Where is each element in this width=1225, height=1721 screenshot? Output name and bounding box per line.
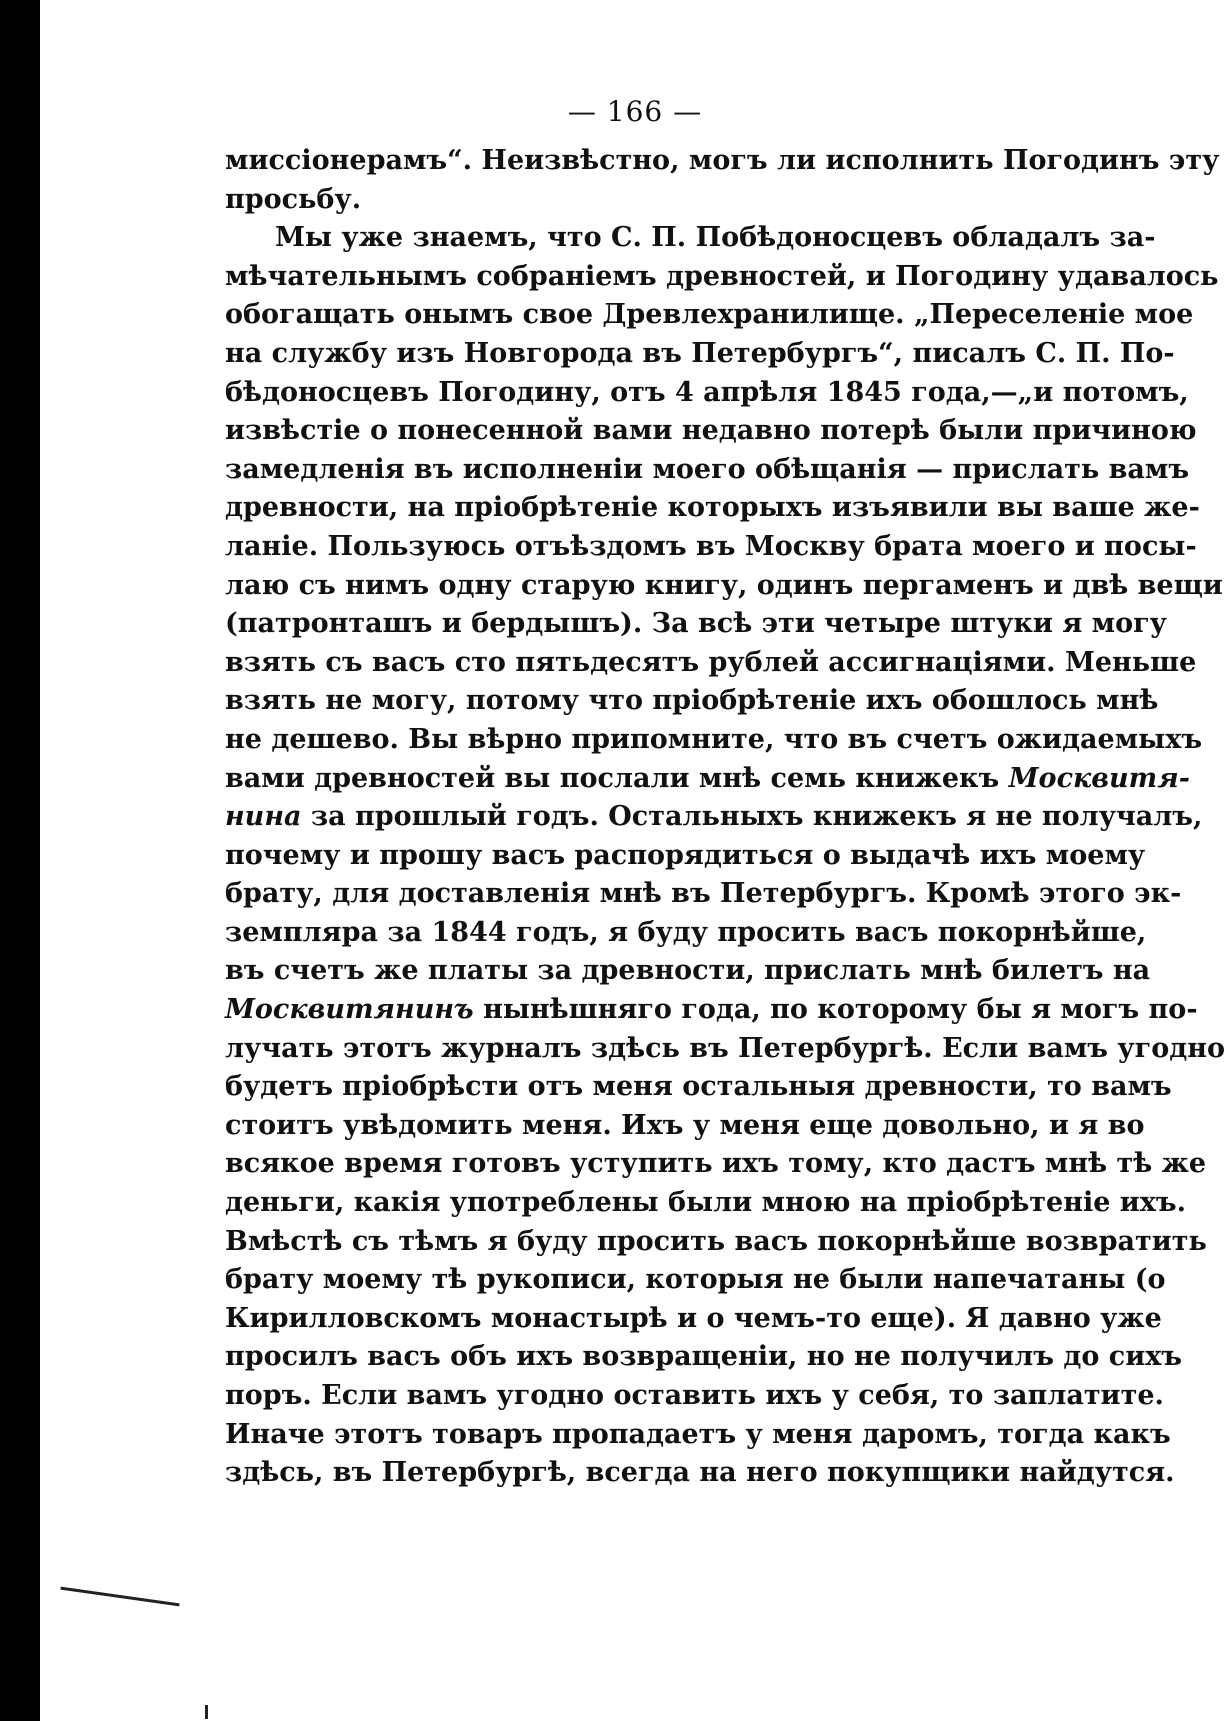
text-line — [225, 258, 1219, 297]
line-text: нынѣшняго года, по которому бы я могъ по- — [483, 994, 1198, 1026]
page-body-text — [225, 142, 1225, 1493]
text-line — [225, 721, 1203, 760]
book-page — [225, 95, 1225, 1493]
text-line — [225, 914, 1147, 953]
text-line — [225, 528, 1197, 567]
line-text: обогащать онымъ свое Древлехранилище. „Переселеніе мое — [225, 299, 1194, 331]
text-line — [225, 219, 1156, 258]
text-line — [225, 1300, 1162, 1339]
text-line — [225, 1184, 1187, 1223]
scan-artifact-dot — [205, 1705, 208, 1719]
line-text: деньги, какія употреблены были мною на пріобрѣтеніе ихъ. — [225, 1187, 1187, 1219]
text-line — [225, 644, 1197, 683]
line-text: Вмѣстѣ съ тѣмъ я буду просить васъ покорнѣйше возвратить — [225, 1225, 1207, 1257]
text-line — [225, 1454, 1175, 1493]
text-line — [225, 451, 1190, 490]
text-line — [225, 1068, 1172, 1107]
line-text: земпляра за 1844 годъ, я буду просить васъ покорнѣйше, — [225, 916, 1147, 948]
line-text: извѣстіе о понесенной вами недавно потерѣ были причиною — [225, 415, 1197, 447]
line-text: просьбу. — [225, 183, 362, 215]
text-line — [225, 798, 1203, 837]
text-line — [225, 412, 1197, 451]
line-text: замедленія въ исполненіи моего обѣщанія — прислать вамъ — [225, 453, 1190, 485]
text-line — [225, 1030, 1225, 1069]
line-text: миссіонерамъ“. Неизвѣстно, могъ ли исполнить Погодинъ эту — [225, 145, 1220, 176]
text-line — [225, 489, 1200, 528]
line-text: Иначе этотъ товаръ пропадаетъ у меня даромъ, тогда какъ — [225, 1418, 1171, 1450]
line-text: ланіе. Пользуюсь отъѣздомъ въ Москву брата моего и посы- — [225, 530, 1197, 562]
line-text: Мы уже знаемъ, что С. П. Побѣдоносцевъ обладалъ за- — [275, 222, 1156, 254]
text-line — [225, 875, 1182, 914]
scan-artifact-mark — [60, 1587, 179, 1607]
line-text: вами древностей вы послали мнѣ семь книжекъ — [225, 762, 1000, 794]
text-line — [225, 1338, 1183, 1377]
text-line — [225, 335, 1175, 374]
text-line — [225, 1107, 1145, 1146]
line-text: (патронташъ и бердышъ). За всѣ эти четыре штуки я могу — [225, 608, 1167, 640]
text-line — [225, 682, 1159, 721]
line-text: будетъ пріобрѣсти отъ меня остальныя древности, то вамъ — [225, 1071, 1172, 1103]
line-text: здѣсь, въ Петербургѣ, всегда на него покупщики найдутся. — [225, 1457, 1175, 1489]
line-text: стоитъ увѣдомить меня. Ихъ у меня еще довольно, и я во — [225, 1109, 1145, 1141]
italic-title: Москвитя- — [1008, 762, 1190, 794]
text-line — [225, 991, 1198, 1030]
line-text: мѣчательнымъ собраніемъ древностей, и Погодину удавалось — [225, 260, 1219, 292]
line-text: взять не могу, потому что пріобрѣтеніе ихъ обошлось мнѣ — [225, 685, 1159, 717]
text-line — [225, 952, 1151, 991]
line-text: брату, для доставленія мнѣ въ Петербургъ. Кромѣ этого эк- — [225, 878, 1182, 910]
line-text: древности, на пріобрѣтеніе которыхъ изъявили вы ваше же- — [225, 492, 1200, 524]
text-line — [225, 837, 1146, 876]
line-text: почему и прошу васъ распорядиться о выдачѣ ихъ моему — [225, 839, 1146, 871]
text-line — [225, 1223, 1207, 1262]
text-line — [225, 567, 1223, 606]
line-text: Кирилловскомъ монастырѣ и о чемъ-то еще). Я давно уже — [225, 1302, 1162, 1334]
line-text: лаю съ нимъ одну старую книгу, одинъ пергаменъ и двѣ вещи — [225, 569, 1223, 601]
line-text: за прошлый годъ. Остальныхъ книжекъ я не получалъ, — [310, 801, 1203, 833]
line-text: взять съ васъ сто пятьдесятъ рублей ассигнаціями. Меньше — [225, 646, 1197, 678]
page-number: — 166 — — [567, 95, 703, 128]
text-line — [225, 605, 1167, 644]
line-text: просилъ васъ объ ихъ возвращеніи, но не получилъ до сихъ — [225, 1341, 1183, 1373]
text-line — [225, 1377, 1164, 1416]
text-line — [225, 1261, 1166, 1300]
text-line — [225, 1416, 1171, 1455]
text-line — [225, 142, 1220, 181]
text-line — [225, 296, 1194, 335]
scan-binding-edge — [0, 0, 40, 1721]
text-line — [225, 1145, 1207, 1184]
line-text: поръ. Если вамъ угодно оставить ихъ у себя, то заплатите. — [225, 1380, 1164, 1411]
line-text: въ счетъ же платы за древности, прислать мнѣ билетъ на — [225, 955, 1151, 987]
line-text: лучать этотъ журналъ здѣсь въ Петербургѣ. Если вамъ угодно — [225, 1032, 1225, 1064]
line-text: брату моему тѣ рукописи, которыя не были напечатаны (о — [225, 1264, 1166, 1296]
italic-title: Москвитянинъ — [225, 994, 474, 1026]
italic-title: нина — [225, 801, 302, 833]
text-line — [225, 181, 1025, 220]
line-text: на службу изъ Новгорода въ Петербургъ“, писалъ С. П. По- — [225, 337, 1175, 369]
text-line — [225, 374, 1189, 413]
line-text: не дешево. Вы вѣрно припомните, что въ счетъ ожидаемыхъ — [225, 723, 1203, 755]
text-line — [225, 760, 1190, 799]
line-text: всякое время готовъ уступить ихъ тому, кто дастъ мнѣ тѣ же — [225, 1148, 1207, 1180]
line-text: бѣдоносцевъ Погодину, отъ 4 апрѣля 1845 года,—„и потомъ, — [225, 376, 1189, 408]
